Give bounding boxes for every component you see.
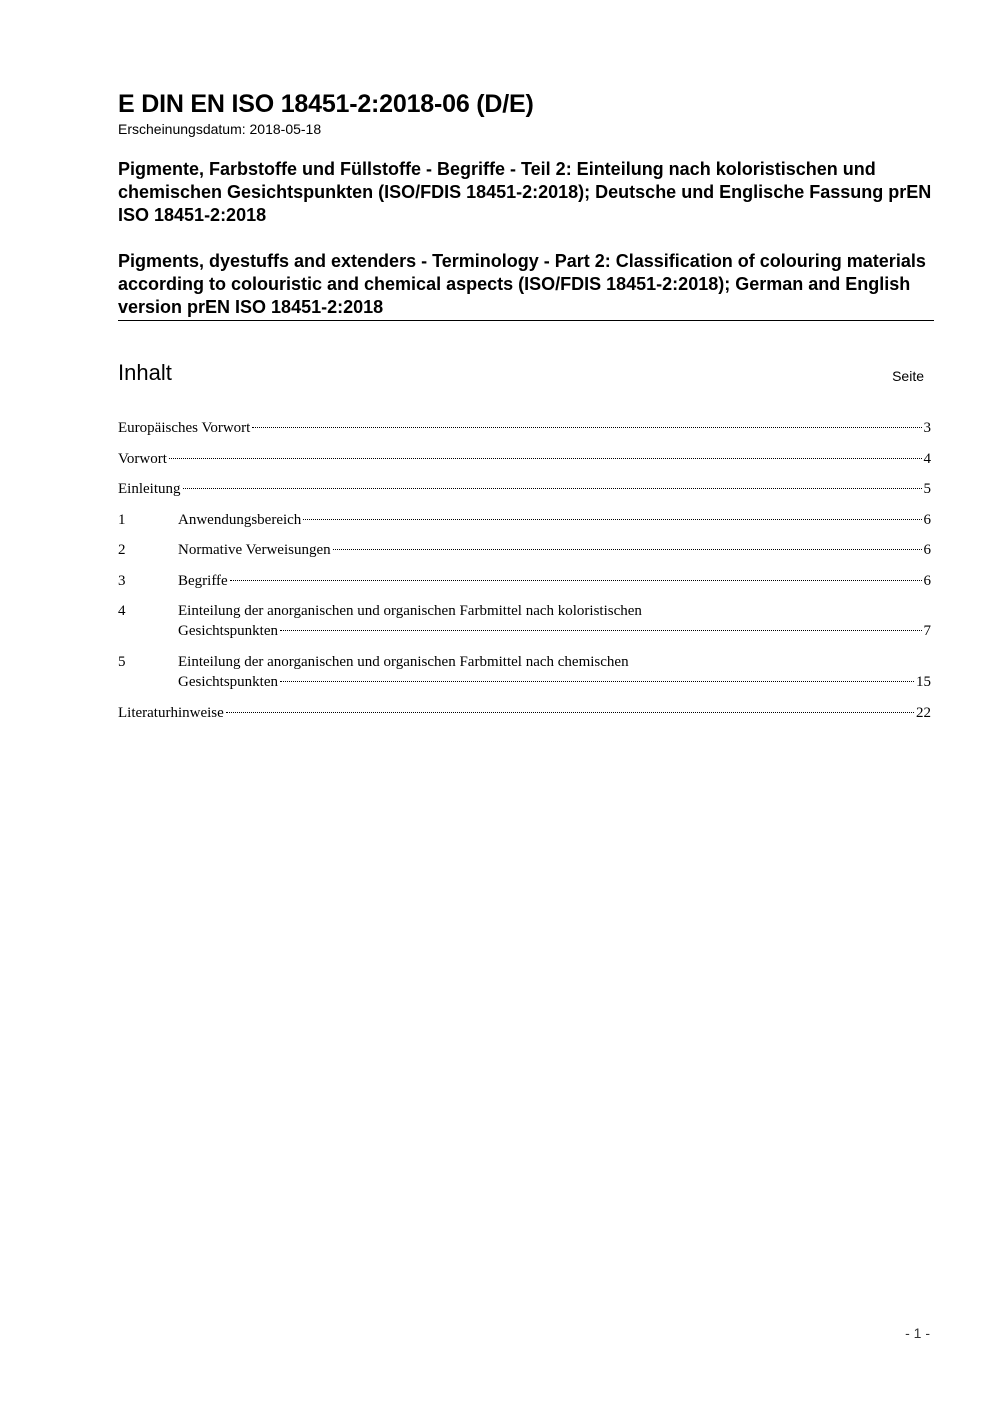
- toc-entry-title: Begriffe: [178, 572, 228, 589]
- toc-leader-dots: [333, 549, 922, 550]
- toc-entry-number: 3: [118, 572, 126, 589]
- title-divider: [118, 320, 934, 321]
- toc-entry-number: 4: [118, 603, 126, 619]
- page-number: - 1 -: [905, 1325, 930, 1341]
- toc-entry-title-line2: Gesichtspunkten: [178, 674, 278, 690]
- toc-entry-vorwort[interactable]: [118, 449, 931, 480]
- toc-leader-dots: [280, 630, 922, 631]
- toc-entry-title-line1: Einteilung der anorganischen und organischen Farbmittel nach chemischen: [178, 654, 629, 670]
- toc-entry-title-line1: Einteilung der anorganischen und organischen Farbmittel nach koloristischen: [178, 603, 642, 619]
- table-of-contents: [118, 418, 931, 734]
- toc-entry-page: 22: [916, 705, 931, 721]
- toc-entry-title-line2: Gesichtspunkten: [178, 623, 278, 639]
- toc-entry-chemische-einteilung[interactable]: [118, 652, 931, 703]
- toc-entry-einleitung[interactable]: [118, 479, 931, 510]
- toc-entry-title: Einleitung: [118, 481, 181, 497]
- toc-leader-dots: [230, 580, 922, 581]
- toc-entry-page: 7: [923, 623, 931, 639]
- toc-entry-title: Literaturhinweise: [118, 705, 224, 721]
- toc-entry-page: 6: [923, 572, 931, 589]
- toc-entry-page: 5: [923, 481, 931, 497]
- document-id: E DIN EN ISO 18451-2:2018-06 (D/E): [118, 90, 534, 118]
- toc-leader-dots: [280, 681, 914, 682]
- toc-entry-page: 3: [923, 420, 931, 436]
- toc-entry-title: Normative Verweisungen: [178, 542, 331, 558]
- toc-entry-page: 15: [916, 674, 931, 690]
- toc-entry-number: 5: [118, 654, 126, 670]
- toc-entry-literaturhinweise[interactable]: [118, 703, 931, 734]
- toc-leader-dots: [303, 519, 921, 520]
- toc-leader-dots: [252, 427, 921, 428]
- title-english: Pigments, dyestuffs and extenders - Terminology - Part 2: Classification of colouring materials according to colouristic and chemical aspects (ISO/FDIS 18451-2:2018); German and English version prEN ISO 18451-2:2018: [118, 251, 926, 317]
- toc-entry-koloristische-einteilung[interactable]: [118, 601, 931, 652]
- toc-entry-number: 1: [118, 511, 126, 528]
- toc-entry-page: 6: [923, 542, 931, 558]
- toc-entry-normative-verweisungen[interactable]: [118, 540, 931, 571]
- toc-heading: Inhalt: [118, 360, 172, 385]
- toc-leader-dots: [183, 488, 922, 489]
- publication-date: Erscheinungsdatum: 2018-05-18: [118, 121, 322, 137]
- toc-entry-europaeisches-vorwort[interactable]: [118, 418, 931, 449]
- title-german: Pigmente, Farbstoffe und Füllstoffe - Begriffe - Teil 2: Einteilung nach koloristischen und chemischen Gesichtspunkten (ISO/FDIS 18451-2:2018); Deutsche und Englische Fassung prEN ISO 18451-2:2018: [118, 159, 932, 225]
- toc-entry-page: 6: [923, 511, 931, 528]
- toc-leader-dots: [169, 458, 922, 459]
- toc-entry-title: Europäisches Vorwort: [118, 420, 251, 436]
- toc-entry-anwendungsbereich[interactable]: [118, 510, 931, 541]
- toc-entry-number: 2: [118, 542, 126, 558]
- toc-entry-title: Anwendungsbereich: [178, 511, 302, 528]
- toc-entry-begriffe[interactable]: [118, 571, 931, 602]
- toc-leader-dots: [226, 712, 914, 713]
- toc-entry-page: 4: [923, 450, 931, 467]
- toc-page-label: Seite: [892, 368, 924, 384]
- toc-entry-title: Vorwort: [118, 450, 167, 467]
